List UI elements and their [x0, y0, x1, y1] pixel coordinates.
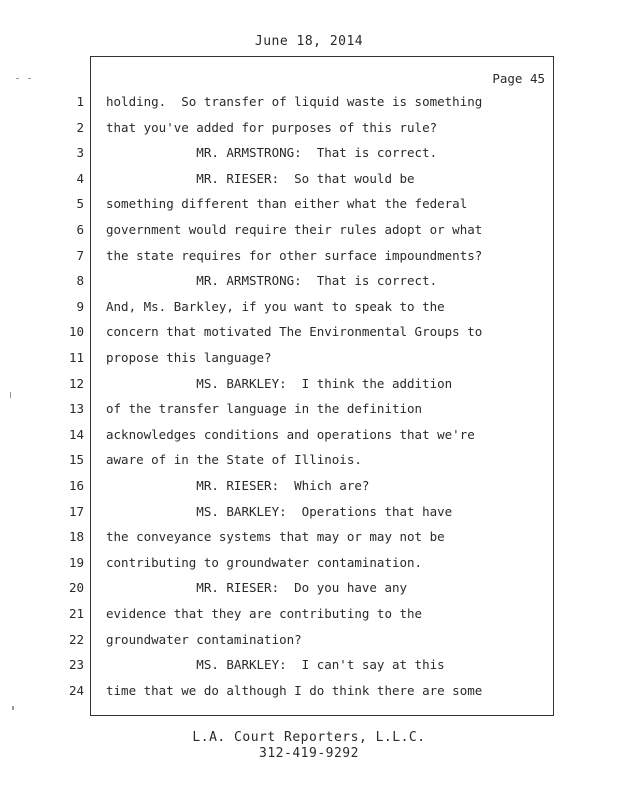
line-text: MS. BARKLEY: I think the addition	[106, 375, 453, 391]
transcript-line	[0, 657, 618, 681]
scan-speck	[16, 78, 19, 79]
line-number: 18	[68, 529, 84, 545]
line-text: MR. ARMSTRONG: That is correct.	[106, 145, 438, 161]
line-text: the state requires for other surface impoundments?	[106, 247, 483, 263]
line-number: 15	[68, 452, 84, 468]
footer-company: L.A. Court Reporters, L.L.C.	[192, 730, 426, 745]
line-number: 14	[68, 426, 84, 442]
transcript-line	[0, 683, 618, 707]
footer	[0, 730, 618, 762]
scan-speck	[12, 706, 14, 710]
line-text: MR. RIESER: Which are?	[106, 478, 370, 493]
transcript-line	[0, 555, 618, 579]
line-number: 10	[68, 324, 84, 340]
line-number: 3	[76, 145, 84, 161]
line-text: concern that motivated The Environmental Groups to	[106, 324, 483, 340]
transcript-line	[0, 376, 618, 400]
line-number: 20	[68, 580, 84, 596]
transcript-line	[0, 427, 618, 451]
line-text: of the transfer language in the definition	[106, 401, 423, 417]
line-number: 11	[68, 350, 84, 365]
transcript-line	[0, 145, 618, 169]
line-number: 1	[76, 94, 84, 109]
transcript-line	[0, 120, 618, 144]
line-number: 13	[68, 401, 84, 417]
transcript-line	[0, 324, 618, 348]
line-text: contributing to groundwater contamination.	[106, 554, 423, 570]
transcript-line	[0, 580, 618, 604]
scan-speck	[10, 392, 11, 398]
transcript-line	[0, 248, 618, 272]
line-number: 7	[76, 247, 84, 263]
line-number: 12	[68, 375, 84, 391]
page-label: Page 45	[492, 71, 545, 86]
line-number: 9	[76, 298, 84, 314]
line-text: propose this language?	[106, 350, 272, 365]
line-number: 2	[76, 119, 84, 135]
line-text: evidence that they are contributing to the	[106, 606, 423, 621]
transcript-line	[0, 171, 618, 195]
line-text: MS. BARKLEY: I can't say at this	[106, 657, 445, 673]
line-number: 16	[68, 478, 84, 493]
line-text: holding. So transfer of liquid waste is something	[106, 94, 483, 109]
line-number: 8	[76, 273, 84, 289]
transcript-line	[0, 452, 618, 476]
line-text: that you've added for purposes of this rule?	[106, 119, 438, 135]
line-text: MR. ARMSTRONG: That is correct.	[106, 273, 438, 289]
transcript-line	[0, 94, 618, 118]
line-text: acknowledges conditions and operations that we're	[106, 426, 475, 442]
footer-phone: 312-419-9292	[259, 746, 359, 761]
header-date: June 18, 2014	[254, 34, 364, 49]
transcript-line	[0, 196, 618, 220]
line-number: 17	[68, 503, 84, 519]
transcript-line	[0, 350, 618, 374]
transcript-line	[0, 273, 618, 297]
scan-speck	[28, 78, 31, 79]
line-number: 5	[76, 196, 84, 212]
line-text: something different than either what the federal	[106, 196, 468, 212]
line-text: MR. RIESER: So that would be	[106, 170, 415, 186]
transcript-line	[0, 632, 618, 656]
line-text: groundwater contamination?	[106, 631, 302, 647]
transcript-line	[0, 222, 618, 246]
line-text: aware of in the State of Illinois.	[106, 452, 362, 468]
line-text: the conveyance systems that may or may not be	[106, 529, 445, 545]
line-number: 24	[68, 682, 84, 698]
line-text: MS. BARKLEY: Operations that have	[106, 503, 453, 519]
transcript-line	[0, 401, 618, 425]
transcript-line	[0, 299, 618, 323]
line-number: 6	[76, 222, 84, 237]
line-number: 19	[68, 554, 84, 570]
line-text: government would require their rules adopt or what	[106, 222, 483, 237]
line-text: time that we do although I do think there are some	[106, 682, 483, 698]
transcript-line	[0, 606, 618, 630]
line-number: 4	[76, 170, 84, 186]
transcript-line	[0, 529, 618, 553]
transcript-line	[0, 478, 618, 502]
transcript-line	[0, 504, 618, 528]
line-number: 23	[68, 657, 84, 673]
line-number: 21	[68, 606, 84, 621]
line-text: MR. RIESER: Do you have any	[106, 580, 408, 596]
line-number: 22	[68, 631, 84, 647]
line-text: And, Ms. Barkley, if you want to speak to the	[106, 298, 445, 314]
